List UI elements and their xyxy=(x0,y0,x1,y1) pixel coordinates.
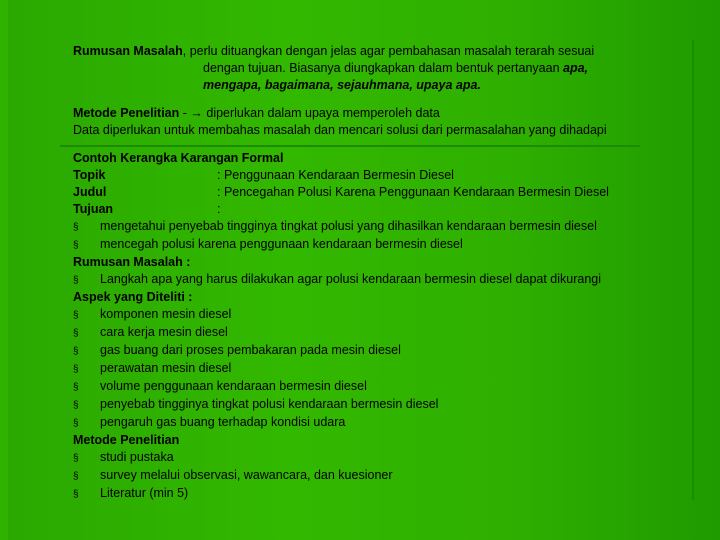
bullet-icon: § xyxy=(73,364,79,375)
topik-row: Topik : Penggunaan Kendaraan Bermesin Diesel xyxy=(73,168,454,182)
list-item: § gas buang dari proses pembakaran pada mesin diesel xyxy=(73,342,693,360)
list-item: § Langkah apa yang harus dilakukan agar polusi kendaraan bermesin diesel dapat dikurangi xyxy=(73,271,693,289)
metode-label: Metode Penelitian xyxy=(73,106,180,120)
metode-section-label: Metode Penelitian xyxy=(73,433,180,447)
tujuan-row: Tujuan : xyxy=(73,202,221,216)
bullet-icon: § xyxy=(73,346,79,357)
slide-content xyxy=(73,43,693,503)
list-item: § cara kerja mesin diesel xyxy=(73,324,693,342)
bullet-icon: § xyxy=(73,471,79,482)
list-item: § studi pustaka xyxy=(73,449,693,467)
list-item: § mengetahui penyebab tingginya tingkat polusi yang dihasilkan kendaraan bermesin diesel xyxy=(73,218,693,236)
bullet-icon: § xyxy=(73,328,79,339)
bullet-icon: § xyxy=(73,400,79,411)
metode-line-1: Metode Penelitian - → diperlukan dalam upaya memperoleh data xyxy=(73,106,440,120)
aspek-section-label: Aspek yang Diteliti : xyxy=(73,290,193,304)
contoh-heading: Contoh Kerangka Karangan Formal xyxy=(73,151,284,165)
list-item: § penyebab tingginya tingkat polusi kendaraan bermesin diesel xyxy=(73,396,693,414)
background-stripe xyxy=(0,0,8,540)
list-item: § pengaruh gas buang terhadap kondisi udara xyxy=(73,414,693,432)
list-item: § survey melalui observasi, wawancara, dan kuesioner xyxy=(73,467,693,485)
bullet-icon: § xyxy=(73,275,79,286)
list-item: § volume penggunaan kendaraan bermesin diesel xyxy=(73,378,693,396)
list-item: § perawatan mesin diesel xyxy=(73,360,693,378)
judul-row: Judul : Pencegahan Polusi Karena Penggunaan Kendaraan Bermesin Diesel xyxy=(73,185,609,199)
list-item: § Literatur (min 5) xyxy=(73,485,693,503)
rumusan-label: Rumusan Masalah xyxy=(73,44,183,58)
list-item: § komponen mesin diesel xyxy=(73,306,693,324)
bullet-icon: § xyxy=(73,453,79,464)
rumusan-line-1: Rumusan Masalah, perlu dituangkan dengan jelas agar pembahasan masalah terarah sesuai xyxy=(73,44,595,58)
bullet-icon: § xyxy=(73,240,79,251)
list-item: § mencegah polusi karena penggunaan kendaraan bermesin diesel xyxy=(73,236,693,254)
rumusan-section-label: Rumusan Masalah : xyxy=(73,255,191,269)
bullet-icon: § xyxy=(73,418,79,429)
rumusan-line-2: dengan tujuan. Biasanya diungkapkan dalam bentuk pertanyaan apa, xyxy=(203,61,589,75)
rumusan-line-3: mengapa, bagaimana, sejauhmana, upaya apa. xyxy=(203,78,481,92)
bullet-icon: § xyxy=(73,222,79,233)
bullet-icon: § xyxy=(73,382,79,393)
bullet-icon: § xyxy=(73,489,79,500)
metode-line-2: Data diperlukan untuk membahas masalah dan mencari solusi dari permasalahan yang dihadapi xyxy=(73,123,607,137)
bullet-icon: § xyxy=(73,310,79,321)
